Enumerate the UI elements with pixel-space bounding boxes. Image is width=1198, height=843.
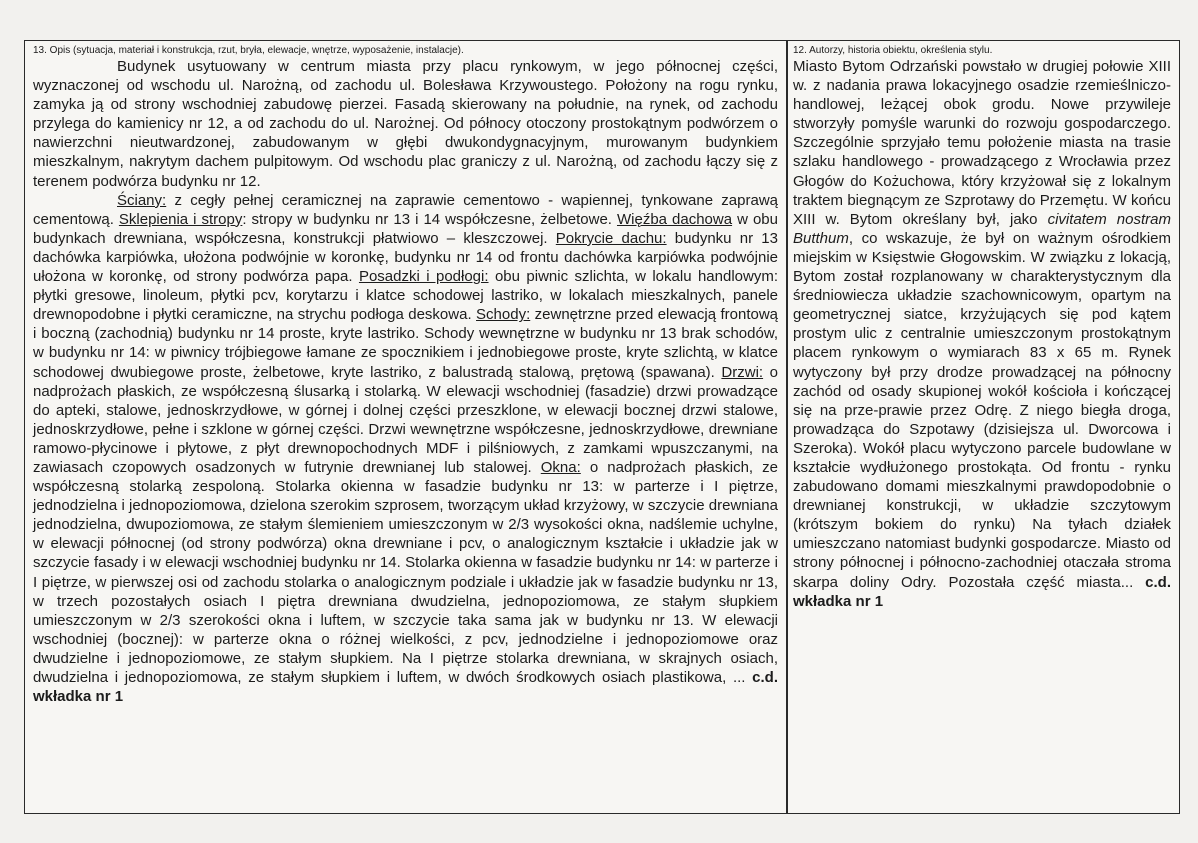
text-walls: z cegły pełnej ceramicznej na zaprawie cementowo - wapiennej, tynkowane zaprawą cementową. — [33, 191, 778, 228]
history-paragraph — [793, 57, 1171, 611]
description-column — [25, 41, 786, 813]
section-12-title: 12. Autorzy, historia obiektu, określenia stylu. — [793, 45, 993, 56]
heading-floors: Posadzki i podłogi: — [358, 268, 489, 286]
heading-doors: Drzwi: — [721, 363, 764, 381]
history-text-2: , co wskazuje, że był on ważnym ośrodkiem miejskim w Księstwie Głogowskim. W związku z lokacją, Bytom został rozplanowany w charakterystycznym dla średniowiecza układzie szachownicowym, opartym na geometrycznej siatce, krzyżujących się pod kątem prostym ulic z centralnie umieszczonym prostokątnym placem rynkowym o wymiarach 83 x 65 m. Rynek wytyczony był przy drodze prowadzącej na północny zachód od osady skupionej wokół kościoła i kończącej się na prze-prawie przez Odrę. Z niego biegła droga, prowadząca do Szpotawy (dzisiejsza ul. Dworcowa i Szeroka). Wokół placu wytyczono parcele budowlane w kształcie wydłużonego prostokąta. Od frontu - rynku zabudowano domami mieszkalnymi prawdopodobnie o drewnianej konstrukcji, w układzie szczytowym (krótszym bokiem do rynku) Na tyłach działek umieszczano natomiast budynki gospodarcze. Miasto od strony północnej i północno-zachodniej otaczała stroma skarpa doliny Odry. Pozostała część miasta... — [793, 229, 1171, 591]
description-paragraph-1: Budynek usytuowany w centrum miasta przy placu rynkowym, w jego północnej części, wyznaczonej od wschodu ul. Narożną, od zachodu ul. Bolesława Krzywoustego. Położony na rogu rynku, zamyka ją od strony wschodniej zabudowę pierzei. Fasadą skierowany na południe, na rynek, od zachodu przylega do kamienicy nr 12, a od zachodu do ul. Narożnej. Od północy otoczony prostokątnym podwórzem o nawierzchni nieutwardzonej, zabudowanym w głębi dwukondygnacyjnym, murowanym budynkiem mieszkalnym, nakrytym dachem pulpitowym. Od wschodu plac graniczy z ul. Narożną, od zachodu łączy się z terenem podwórza budynku nr 12. — [33, 58, 778, 190]
continuation-note-left: c.d. wkładka nr 1 — [33, 669, 778, 706]
text-floors: obu piwnic szlichta, w lokalu handlowym: płytki gresowe, linoleum, płytki pcv, korytarzu i klatce schodowej lastriko, w lokalach mieszkalnych, panele drewnopodobne i płytki ceramiczne, na strychu podłoga deskowa. — [33, 268, 778, 324]
text-vaults: : stropy w budynku nr 13 i 14 współczesne, żelbetowe. — [242, 210, 617, 228]
heading-roofing: Pokrycie dachu: — [555, 229, 667, 247]
text-doors: o nadprożach płaskich, ze współczesną ślusarką i stolarką. W elewacji wschodniej (fasadzie) drzwi prowadzące do apteki, stalowe, jednoskrzydłowe, w górnej i dolnej części przeszklone, w elewacji bocznej drzwi stalowe, jednoskrzydłowe, pełne i szklone w górnej części. Drzwi wewnętrzne współczesne, jednoskrzydłowe, drewniane ramowo-płycinowe i płytowe, z płyt drewnopochodnych MDF i pilśniowych, z zamkami wpuszczanymi, na zawiasach czopowych osadzonych w futrynie drewnianej lub stalowej. — [33, 363, 778, 476]
history-column — [788, 41, 1181, 813]
form-sheet — [24, 40, 1180, 814]
section-13-title: 13. Opis (sytuacja, materiał i konstrukcja, rzut, bryła, elewacje, wnętrze, wyposażenie, instalacje). — [33, 45, 464, 56]
heading-roof-truss: Więźba dachowa — [616, 210, 733, 228]
description-paragraph-2 — [33, 191, 778, 707]
text-windows: o nadprożach płaskich, ze współczesną stolarką zespoloną. Stolarka okienna w fasadzie budynku nr 13: w parterze i I piętrze, jednodzielna i jednopoziomowa, dzielona szerokim szprosem, tworzącym układ krzyżowy, w szczycie drewniana jednodzielna, dwupoziomowa, ze stałym ślemieniem umieszczonym w 2/3 wysokości okna, nadślemie uchylne, w elewacji północnej (od strony podwórza) okna drewniane i pcv, o analogicznym kształcie i układzie jak w szczycie fasady i w elewacji wschodniej budynku nr 14. Stolarka okienna w fasadzie budynku nr 14: w parterze i I piętrze, w pierwszej osi od zachodu stolarka o analogicznym podziale i układzie jak w fasadzie budynku nr 13, w trzech pozostałych osiach I piętra drewniana dwudzielna, jednopoziomowa, ze stałym słupkiem umieszczonym w 2/3 szerokości okna i luftem, w szczycie taka sama jak w budynku nr 13. W elewacji wschodniej (bocznej): w parterze okna o różnej wielkości, z pcv, jednodzielne i jednopoziomowe oraz dwudzielne i jednopoziomowe, ze stałym słupkiem. Na I piętrze stolarka drewniana, w skrajnych osiach, dwudzielna i jednopoziomowa, ze stałym słupkiem i luftem, w dwóch środkowych osiach plastikowa, ... — [33, 458, 778, 686]
heading-windows: Okna: — [540, 458, 581, 476]
heading-walls: Ściany: — [117, 191, 167, 209]
continuation-note-right: c.d. wkładka nr 1 — [793, 573, 1171, 610]
history-latin-quote: civitatem nostram Butthum — [793, 210, 1171, 247]
text-stairs: zewnętrzne przed elewacją frontową i boczną (zachodnią) budynku nr 14 proste, kryte lastriko. Schody wewnętrzne w budynku nr 13 brak schodów, w budynku nr 14: w piwnicy trójbiegowe łamane ze spocznikiem i jednobiegowe proste, kryte szlichtą, w klatce schodowej dwubiegowe proste, żelbetowe, kryte lastriko, z balustradą stalową, prętową (spawana). — [33, 306, 778, 381]
heading-stairs: Schody: — [476, 306, 531, 324]
text-roof-truss: w obu budynkach drewniana, współczesna, konstrukcji płatwiowo – kleszczowej. — [33, 210, 778, 247]
text-roofing: budynku nr 13 dachówka karpiówka, ułożona podwójnie w koronkę, budynku nr 14 od frontu dachówka karpiówka podwójnie ułożona w koronkę, od strony podwórza papa. — [33, 229, 778, 286]
history-text-1: Miasto Bytom Odrzański powstało w drugiej połowie XIII w. z nadania prawa lokacyjnego osadzie rzemieślniczo-handlowej, leżącej obok grodu. Nowe przywileje stworzyły pomyśle warunki do rozwoju gospodarczego. Szczególnie sprzyjało temu położenie miasta na trasie szlaku handlowego - prowadzącego z Wrocławia przez Głogów do Kożuchowa, który krzyżował się z lokalnym traktem biegnącym ze Szprotawy do Przemętu. W końcu XIII w. Bytom określany był, jako — [793, 58, 1171, 228]
heading-vaults: Sklepienia i stropy — [118, 210, 243, 228]
